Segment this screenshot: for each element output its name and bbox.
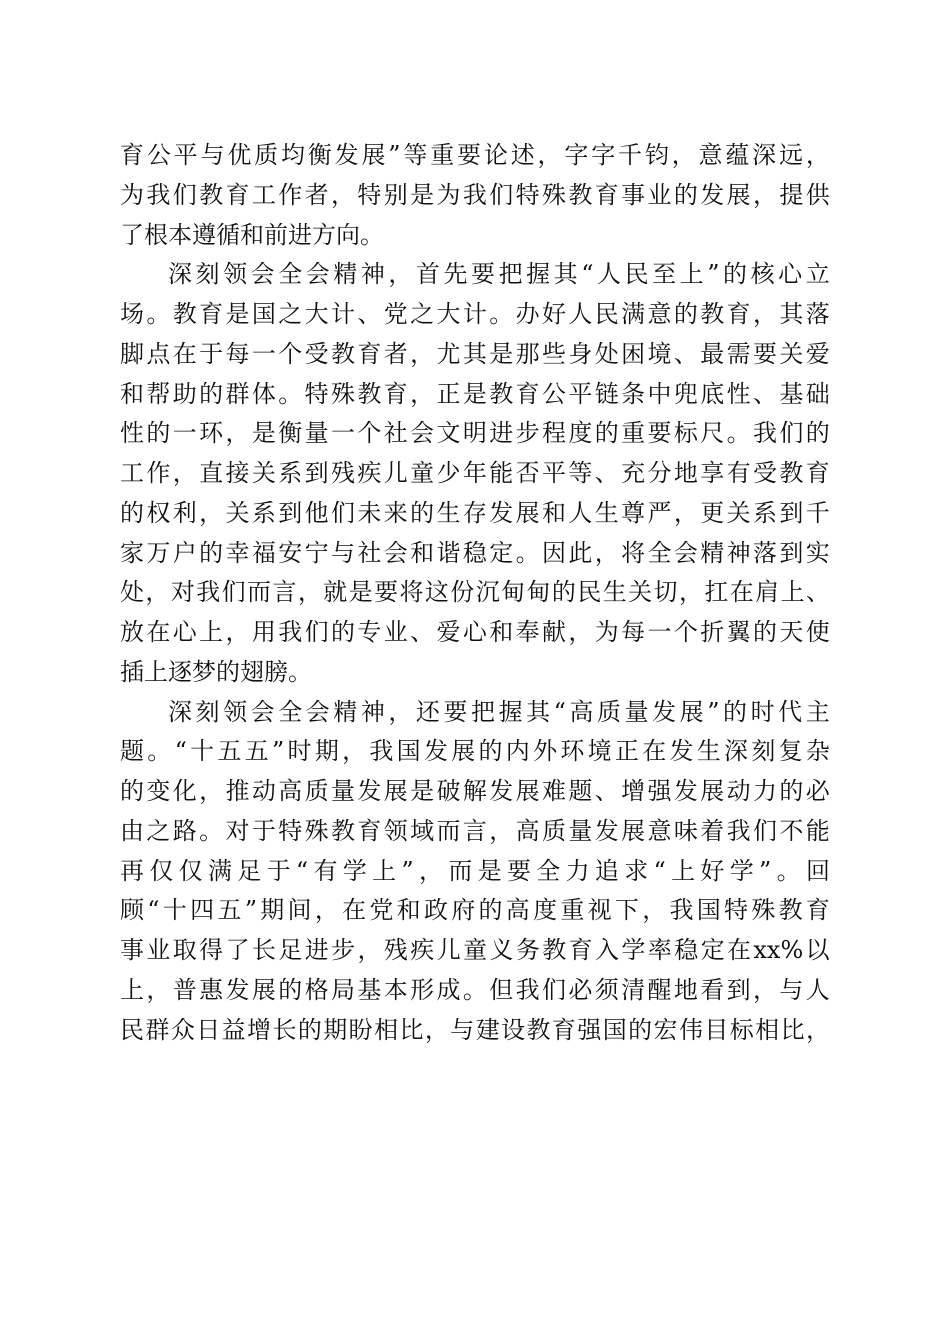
text-line: 由 之 路 。 对 于 特 殊 教 育 领 域 而 言 ， 高 质 量 发 展 意 味 着 我 们 不 能 — [120, 816, 830, 845]
text-line: 育 公 平 与 优 质 均 衡 发 展 ” 等 重 要 论 述 ， 字 字 千 钧 ， 意 蕴 深 远 ， — [120, 141, 830, 169]
text-line: 深 刻 领 会 全 会 精 神 ， 还 要 把 握 其 “ 高 质 量 发 展 ” 的 时 代 主 — [168, 697, 830, 726]
text-line: 为 我 们 教 育 工 作 者 ， 特 别 是 为 我 们 特 殊 教 育 事 业 的 发 展 ， 提 供 — [120, 180, 830, 209]
text-line: 场 。 教 育 是 国 之 大 计 、 党 之 大 计 。 办 好 人 民 满 意 的 教 育 ， 其 落 — [120, 300, 830, 328]
text-line: 顾 “ 十 四 五 ” 期 间 ， 在 党 和 政 府 的 高 度 重 视 下 ， 我 国 特 殊 教 育 — [120, 896, 830, 925]
text-line: 了 根 本 遵 循 和 前 进 方 向 。 — [120, 220, 384, 249]
text-line: 脚 点 在 于 每 一 个 受 教 育 者 ， 尤 其 是 那 些 身 处 困 境 、 最 需 要 关 爱 — [120, 339, 830, 368]
text-line: 放 在 心 上 ， 用 我 们 的 专 业 、 爱 心 和 奉 献 ， 为 每 一 个 折 翼 的 天 使 — [120, 618, 830, 646]
text-line: 处 ， 对 我 们 而 言 ， 就 是 要 将 这 份 沉 甸 甸 的 民 生 关 切 ， 扛 在 肩 上 、 — [120, 578, 830, 607]
text-line: 的 变 化 ， 推 动 高 质 量 发 展 是 破 解 发 展 难 题 、 增 强 发 展 动 力 的 必 — [120, 777, 830, 805]
text-line: 上 ， 普 惠 发 展 的 格 局 基 本 形 成 。 但 我 们 必 须 清 醒 地 看 到 ， 与 人 — [120, 975, 830, 1004]
text-line: 题 。 “ 十 五 五 ” 时 期 ， 我 国 发 展 的 内 外 环 境 正 在 发 生 深 刻 复 杂 — [120, 737, 830, 766]
text-line: 工 作 ， 直 接 关 系 到 残 疾 儿 童 少 年 能 否 平 等 、 充 分 地 享 有 受 教 育 — [120, 459, 830, 487]
text-line: 再 仅 仅 满 足 于 “ 有 学 上 ” ， 而 是 要 全 力 追 求 “ 上 好 学 ” 。 回 — [120, 856, 830, 885]
text-line: 家 万 户 的 幸 福 安 宁 与 社 会 和 谐 稳 定 。 因 此 ， 将 全 会 精 神 落 到 实 — [120, 538, 830, 567]
text-line: 深 刻 领 会 全 会 精 神 ， 首 先 要 把 握 其 “ 人 民 至 上 ” 的 核 心 立 — [168, 260, 830, 289]
text-line: 的 权 利 ， 关 系 到 他 们 未 来 的 生 存 发 展 和 人 生 尊 严 ， 更 关 系 到 千 — [120, 498, 830, 527]
document-page — [120, 136, 830, 1050]
text-line: 性 的 一 环 ， 是 衡 量 一 个 社 会 文 明 进 步 程 度 的 重 要 标 尺 。 我 们 的 — [120, 419, 830, 448]
text-line: 民 群 众 日 益 增 长 的 期 盼 相 比 ， 与 建 设 教 育 强 国 的 宏 伟 目 标 相 比 ， — [120, 1015, 830, 1044]
text-line: 事 业 取 得 了 长 足 进 步 ， 残 疾 儿 童 义 务 教 育 入 学 率 稳 定 在 xx% 以 — [120, 936, 830, 964]
text-line: 插 上 逐 梦 的 翅 膀 。 — [120, 657, 312, 686]
text-line: 和 帮 助 的 群 体 。 特 殊 教 育 ， 正 是 教 育 公 平 链 条 中 兜 底 性 、 基 础 — [120, 379, 830, 408]
